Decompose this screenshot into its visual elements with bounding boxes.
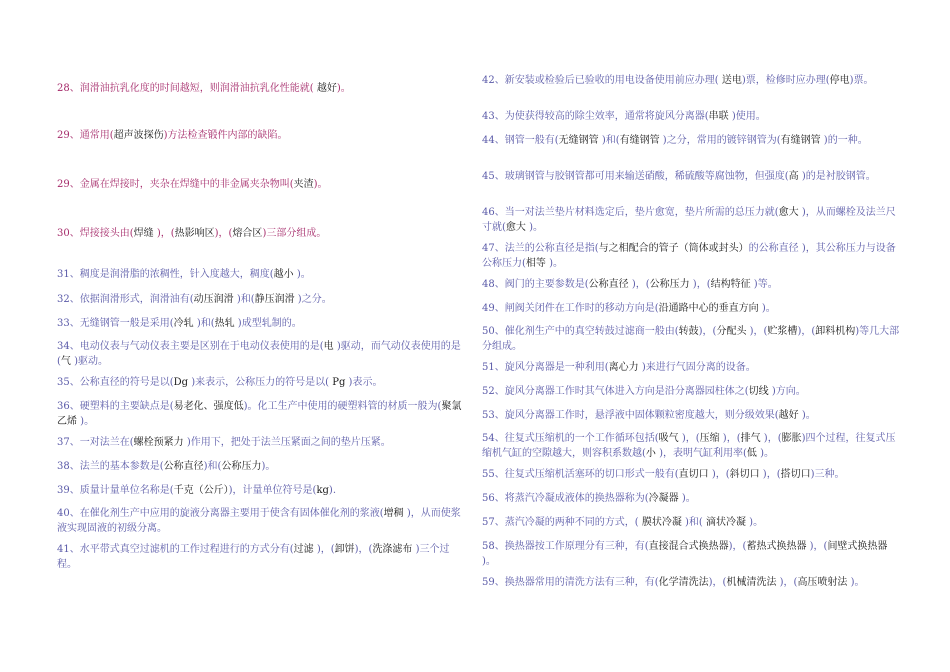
question-text: 31、稠度是润滑脂的浓稠性，针入度越大，稠度(	[57, 269, 274, 280]
question-29a	[57, 128, 467, 143]
answer: 螺栓预紧力	[133, 437, 184, 448]
answer: 小	[645, 448, 656, 459]
question-43	[482, 109, 900, 124]
answer: 串联	[708, 111, 729, 122]
question-text: 30、焊接接头由(	[57, 228, 134, 239]
answer: 分配头	[716, 326, 747, 337]
question-text: 的公称直径 )，其公称压力与设备公称压力(	[482, 243, 896, 269]
question-54	[482, 431, 900, 461]
answer: 卸料机构	[815, 326, 856, 337]
question-text: )，表明气缸利用率(	[655, 448, 747, 459]
answer: 滴状冷凝	[702, 517, 746, 528]
question-text: )，(	[719, 433, 741, 444]
question-text: )。化工生产中使用的硬塑料管的材质一般为(	[243, 401, 442, 412]
question-text: 59、换热器常用的清洗方法有三种，有(	[482, 577, 659, 588]
question-text: )驱动，而气动仪表使用的是(	[57, 341, 461, 367]
question-text: )。	[313, 179, 328, 190]
question-48	[482, 277, 900, 292]
question-text: )，从而使浆液实现固液的初级分离。	[57, 508, 461, 534]
answer: 高压喷射法	[797, 577, 848, 588]
answer: 气	[60, 356, 71, 367]
question-text: )的一种。	[820, 135, 868, 146]
answer: 熔合区	[232, 228, 263, 239]
question-text: 51、旋风分离器是一种利用(	[482, 362, 609, 373]
answer: 蓄热式换热器	[746, 541, 807, 552]
question-text: )，(	[728, 541, 747, 552]
answer: 高	[788, 171, 799, 182]
answer: Pg	[329, 377, 346, 388]
answer: 愈大	[778, 207, 799, 218]
question-text: )，(	[708, 469, 730, 480]
question-text: )之分，常用的镀锌钢管为(	[659, 135, 781, 146]
answer: 公称压力	[649, 279, 690, 290]
question-text: )。	[261, 461, 276, 472]
question-text: )票。	[849, 75, 874, 86]
question-text: )。	[77, 416, 95, 427]
answer: 无缝钢管	[558, 135, 599, 146]
question-51	[482, 360, 900, 375]
answer: 易老化、强度低	[173, 401, 244, 412]
answer: 停电	[829, 75, 850, 86]
question-text: )和(	[233, 294, 255, 305]
question-33	[57, 316, 467, 331]
question-text: )。	[525, 222, 543, 233]
question-57	[482, 515, 900, 530]
question-text: 45、玻璃钢管与胶钢管都可用来输送硝酸，稀硫酸等腐蚀物，但强度(	[482, 171, 789, 182]
question-28	[57, 81, 467, 96]
question-text: )使用。	[728, 111, 766, 122]
question-text: )，(	[628, 279, 650, 290]
answer: 动压润滑	[193, 294, 234, 305]
question-41	[57, 542, 467, 572]
question-text: 55、往复式压缩机活塞环的切口形式一般有(	[482, 469, 679, 480]
question-text: 57、蒸汽冷凝的两种不同的方式，(	[482, 517, 639, 528]
question-text: 41、水平带式真空过滤机的工作过程进行的方式分有(	[57, 544, 294, 555]
question-text: )来表示，公称压力的符号是以(	[188, 377, 330, 388]
answer: 有缝钢管	[780, 135, 821, 146]
answer: 切线	[748, 386, 769, 397]
question-40	[57, 506, 467, 536]
answer: 热影响区	[174, 228, 215, 239]
answer: 千克（公斤）	[173, 485, 229, 496]
answer: 愈大	[505, 222, 526, 233]
question-text: 58、换热器按工作原理分有三种，有(	[482, 541, 649, 552]
question-text: 49、闸阀关闭件在工作时的移动方向是(	[482, 303, 659, 314]
question-35	[57, 375, 467, 390]
question-text: 50、催化剂生产中的真空转鼓过滤商一般由(	[482, 326, 679, 337]
answer: 直切口	[678, 469, 709, 480]
answer: 转鼓	[678, 326, 699, 337]
question-text: )，(	[806, 541, 828, 552]
answer: 超声波探伤	[113, 130, 164, 141]
question-text: 35、公称直径的符号是以(	[57, 377, 174, 388]
question-text: )，(	[153, 228, 175, 239]
question-text: 40、在催化剂生产中应用的旋液分离器主要用于使含有固体催化剂的浆液(	[57, 508, 384, 519]
question-text: )和(	[203, 461, 222, 472]
question-text: )，(	[313, 544, 335, 555]
answer: 越小	[273, 269, 294, 280]
question-text: )，(	[689, 279, 711, 290]
question-36	[57, 399, 467, 429]
question-text: )三部分组成。	[262, 228, 327, 239]
answer: Dg	[173, 377, 189, 388]
answer: 吸气	[658, 433, 679, 444]
question-text: )。	[293, 269, 311, 280]
answer: 越好	[313, 83, 337, 94]
question-37	[57, 435, 467, 450]
question-text: 42、新安装或检验后已验收的用电设备使用前应办理(	[482, 75, 719, 86]
question-text: )三个过程。	[57, 544, 450, 570]
answer: 焊缝	[133, 228, 154, 239]
question-42	[482, 73, 900, 88]
question-text: )。	[847, 577, 865, 588]
question-text: )三种。	[810, 469, 845, 480]
question-56	[482, 491, 900, 506]
question-45	[482, 169, 900, 184]
question-text: )四个过程，往复式压缩机气缸的空隙越大，则容积系数越(	[482, 433, 896, 459]
answer: 间壁式换热器	[827, 541, 888, 552]
question-text: )成型轧制的。	[234, 318, 302, 329]
question-text: 37、一对法兰在(	[57, 437, 134, 448]
question-32	[57, 292, 467, 307]
question-text: )，(	[759, 469, 781, 480]
question-30	[57, 226, 467, 241]
question-39	[57, 483, 467, 498]
answer: 电	[323, 341, 334, 352]
answer: 洗涤滤布	[372, 544, 413, 555]
question-34	[57, 339, 467, 369]
answer: 搭切口	[780, 469, 811, 480]
question-text: 46、当一对法兰垫片材料选定后，垫片愈宽，垫片所需的总压力就(	[482, 207, 779, 218]
question-text: 29、金属在焊接时，夹杂在焊缝中的非金属夹杂物叫(	[57, 179, 294, 190]
question-49	[482, 301, 900, 316]
question-text: 52、旋风分离器工作时其气体进入方向是沿分离器园柱体之(	[482, 386, 749, 397]
answer: 膜状冷凝	[638, 517, 682, 528]
answer: 增稠	[383, 508, 404, 519]
question-text: 32、依据润滑形式，润滑油有(	[57, 294, 194, 305]
question-text: )，(	[708, 577, 727, 588]
question-text: )等。	[750, 279, 778, 290]
question-47	[482, 241, 900, 271]
question-text: )，(	[698, 326, 717, 337]
answer: 卸饼	[334, 544, 355, 555]
question-text: )，(	[760, 433, 782, 444]
question-text: )。	[758, 303, 776, 314]
question-text: )来进行气固分离的设备。	[638, 362, 756, 373]
question-text: )，(	[776, 577, 798, 588]
question-text: )方法检查锻件内部的缺陷。	[163, 130, 288, 141]
answer: 聚氯乙烯	[57, 401, 462, 427]
question-text: )。	[545, 258, 563, 269]
question-text: )。	[678, 493, 696, 504]
question-text: 56、将蒸汽冷凝成液体的换热器称为(	[482, 493, 649, 504]
answer: 送电	[718, 75, 742, 86]
answer: 结构特征	[710, 279, 751, 290]
answer: 离心力	[608, 362, 639, 373]
question-29b	[57, 177, 467, 192]
question-44	[482, 133, 900, 148]
question-text: 38、法兰的基本参数是(	[57, 461, 164, 472]
question-text: 54、往复式压缩机的一个工作循环包括(	[482, 433, 659, 444]
question-text: 33、无缝钢管一般是采用(	[57, 318, 174, 329]
question-text: 53、旋风分离器工作时，悬浮液中固体颗粒密度越大，则分级效果(	[482, 410, 779, 421]
answer: 低	[746, 448, 757, 459]
answer: 化学清洗法	[658, 577, 709, 588]
question-text: 29、通常用(	[57, 130, 114, 141]
answer: 相等	[525, 258, 546, 269]
question-text: 28、润滑油抗乳化度的时间越短，则润滑油抗乳化性能就(	[57, 83, 314, 94]
question-text: 43、为使获得较高的除尘效率，通常将旋风分离器(	[482, 111, 709, 122]
question-text: )，(	[746, 326, 768, 337]
question-text: )，(	[214, 228, 233, 239]
question-46	[482, 205, 900, 235]
answer: 压缩	[699, 433, 720, 444]
question-58	[482, 539, 900, 569]
answer: 冷凝器	[648, 493, 679, 504]
answer: 冷轧	[173, 318, 194, 329]
question-text: 44、钢管一般有(	[482, 135, 559, 146]
question-text: )，(	[678, 433, 700, 444]
answer: 有缝钢管	[619, 135, 660, 146]
question-text: )之分。	[294, 294, 332, 305]
question-text: )。	[746, 517, 764, 528]
question-text: )和(	[193, 318, 215, 329]
question-text: 36、硬塑料的主要缺点是(	[57, 401, 174, 412]
question-38	[57, 459, 467, 474]
question-text: 39、质量计量单位名称是(	[57, 485, 174, 496]
question-text: 47、法兰的公称直径是指(	[482, 243, 599, 254]
question-text: )作用下，把处于法兰压紧面之间的垫片压紧。	[183, 437, 391, 448]
question-53	[482, 408, 900, 423]
question-text: )和(	[681, 517, 703, 528]
question-50	[482, 324, 900, 354]
question-text: )。	[482, 556, 496, 567]
answer: 机械清洗法	[726, 577, 777, 588]
question-text: )和(	[598, 135, 620, 146]
question-text: )票，检修时应办理(	[741, 75, 830, 86]
question-text: ).	[328, 485, 337, 496]
question-text: )驱动。	[70, 356, 108, 367]
answer: 热轧	[214, 318, 235, 329]
answer: kg	[316, 485, 329, 496]
answer: 膨胀	[781, 433, 802, 444]
question-52	[482, 384, 900, 399]
question-text: 34、电动仪表与气动仪表主要是区别在于电动仪表使用的是(	[57, 341, 324, 352]
answer: 过滤	[293, 544, 314, 555]
answer: 与之相配合的管子（筒体或封头）	[598, 243, 749, 254]
answer: 公称压力	[221, 461, 262, 472]
answer: 直接混合式换热器	[648, 541, 729, 552]
answer: 排气	[740, 433, 761, 444]
question-text: )。	[756, 448, 774, 459]
question-text: )的是衬胶钢管。	[798, 171, 876, 182]
question-text: )，(	[797, 326, 816, 337]
answer: 公称直径	[588, 279, 629, 290]
question-text: )，从而螺栓及法兰尺寸就(	[482, 207, 896, 233]
question-55	[482, 467, 900, 482]
answer: 斜切口	[729, 469, 760, 480]
answer: 沿通路中心的垂直方向	[658, 303, 759, 314]
question-text: )，计量单位符号是(	[228, 485, 317, 496]
question-text: )，(	[354, 544, 373, 555]
question-text: )。	[336, 83, 351, 94]
question-text: )表示。	[345, 377, 383, 388]
answer: 静压润滑	[254, 294, 295, 305]
question-text: )方向。	[768, 386, 806, 397]
answer: 越好	[778, 410, 799, 421]
answer: 贮浆槽	[767, 326, 798, 337]
question-text: 48、阀门的主要参数是(	[482, 279, 589, 290]
answer: 夹渣	[293, 179, 314, 190]
question-text: )。	[798, 410, 816, 421]
question-text: )等几大部分组成。	[482, 326, 900, 352]
question-31	[57, 267, 467, 282]
question-59	[482, 575, 900, 590]
answer: 公称直径	[163, 461, 204, 472]
